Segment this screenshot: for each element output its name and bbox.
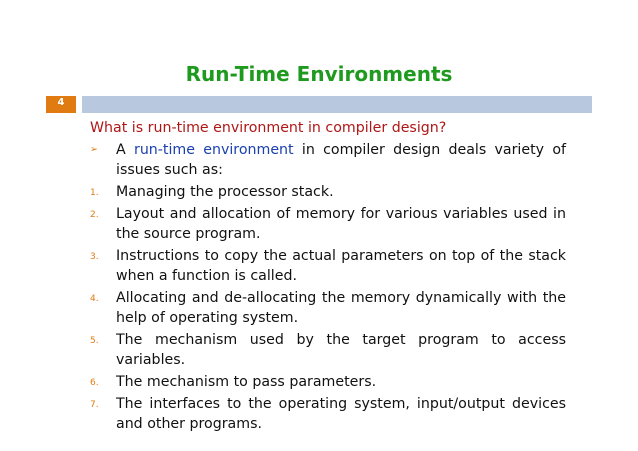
slide-title: Run-Time Environments xyxy=(185,62,453,86)
list-item-number: 3. xyxy=(90,252,99,262)
intro-suffix: in compiler design deals variety of issues such as: xyxy=(116,142,566,178)
list-item-text: The interfaces to the operating system, input/output devices and other programs. xyxy=(116,396,566,432)
page-number-badge xyxy=(46,96,76,113)
list-item xyxy=(46,246,566,286)
arrow-bullet-icon: ➢ xyxy=(90,144,98,155)
list-item-text: The mechanism used by the target program to access variables. xyxy=(116,332,566,368)
list-item-number: 5. xyxy=(90,336,99,346)
list-item-number: 2. xyxy=(90,210,99,220)
list-item xyxy=(46,330,566,370)
list-item xyxy=(46,204,566,244)
page-number: 4 xyxy=(57,97,65,108)
list-item-number: 1. xyxy=(90,188,99,198)
intro-highlight: run-time environment xyxy=(133,142,294,158)
list-item-text: Allocating and de-allocating the memory dynamically with the help of operating system. xyxy=(116,290,566,326)
list-item-number: 7. xyxy=(90,400,99,410)
list-item xyxy=(46,372,566,392)
list-item xyxy=(46,394,566,434)
question-heading: What is run-time environment in compiler design? xyxy=(90,120,447,136)
list-item-number: 4. xyxy=(90,294,99,304)
list-item-text: Layout and allocation of memory for various variables used in the source program. xyxy=(116,206,566,242)
decorative-bar xyxy=(82,96,592,113)
list-item-number: 6. xyxy=(90,378,99,388)
slide-content xyxy=(46,118,566,434)
intro-bullet xyxy=(46,140,566,180)
list-item-text: Managing the processor stack. xyxy=(116,184,334,200)
list-item xyxy=(46,182,566,202)
intro-prefix: A xyxy=(116,142,134,158)
list-item-text: The mechanism to pass parameters. xyxy=(116,374,377,390)
list-item xyxy=(46,288,566,328)
list-item-text: Instructions to copy the actual parameters on top of the stack when a function is called. xyxy=(116,248,566,284)
